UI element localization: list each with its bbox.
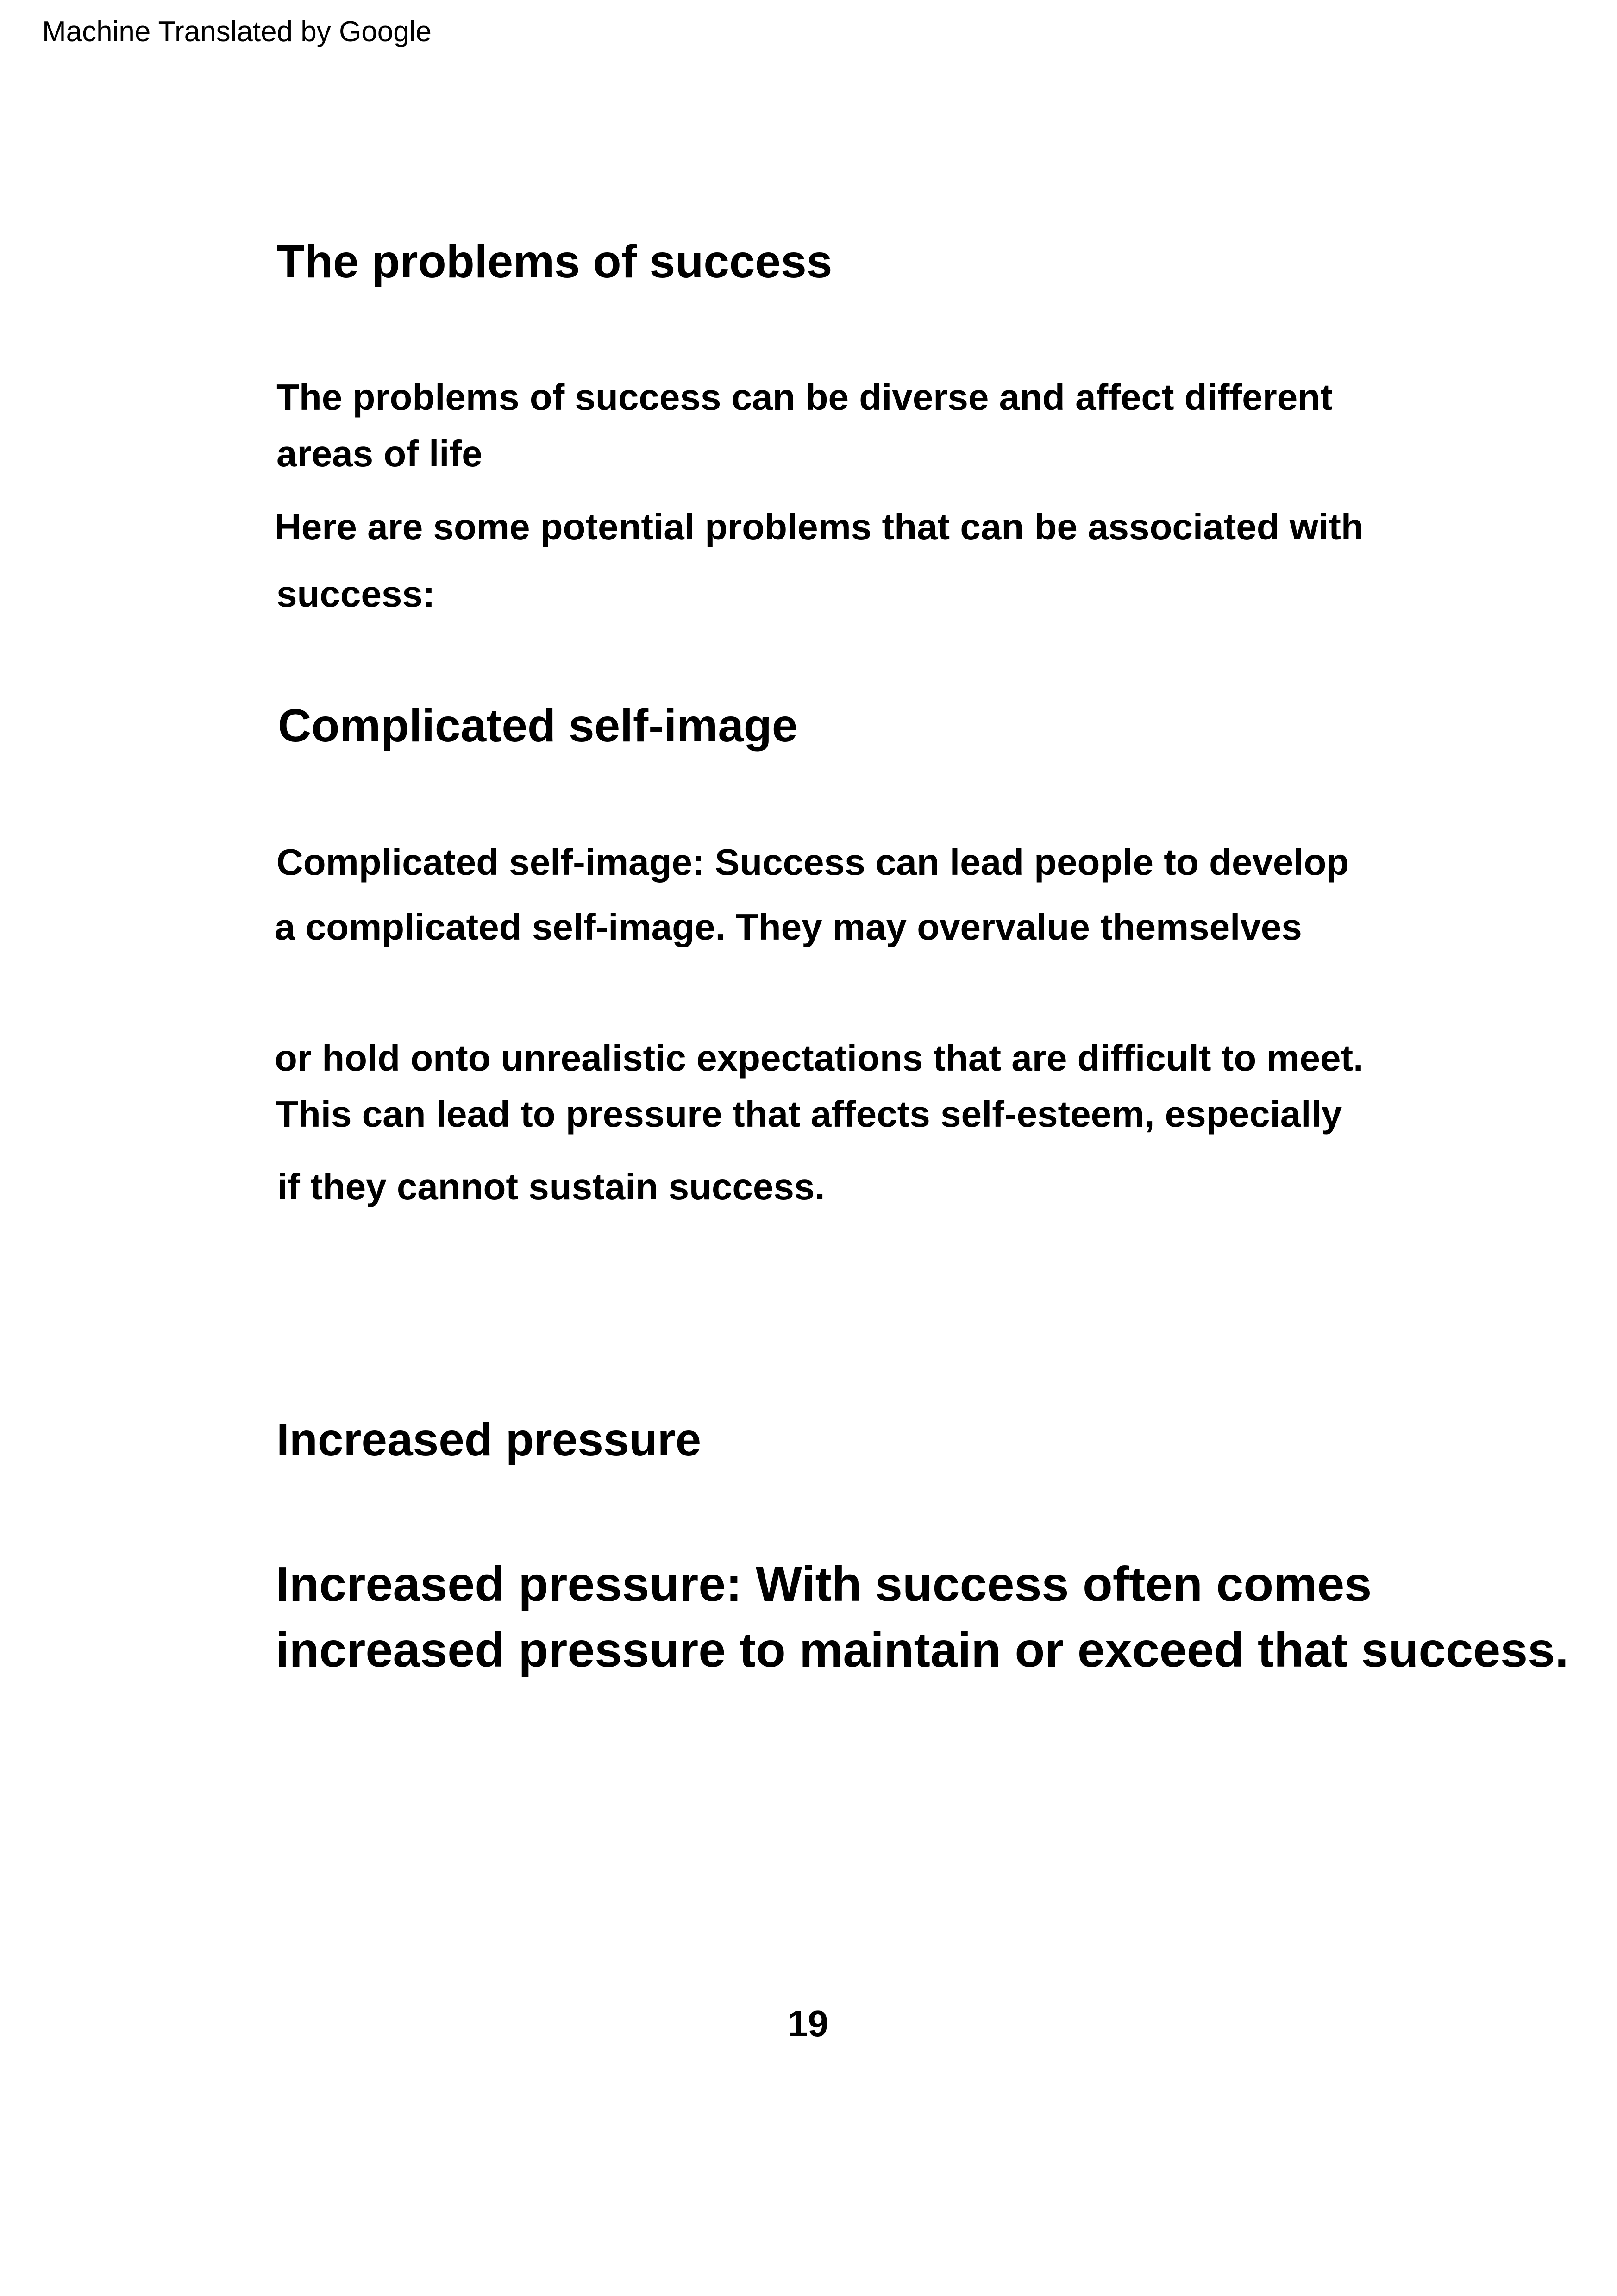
section-heading-self-image: Complicated self-image [278,700,798,752]
self-image-line-3: or hold onto unrealistic expectations that are difficult to meet. [275,1037,1364,1079]
self-image-line-1: Complicated self-image: Success can lead people to develop [276,841,1349,883]
section-heading-pressure: Increased pressure [276,1414,702,1466]
pressure-line-2: increased pressure to maintain or exceed that success. [276,1623,1569,1677]
self-image-line-4: This can lead to pressure that affects self-esteem, especially [276,1093,1342,1135]
page-number: 19 [787,2003,828,2044]
intro-line-2: areas of life [276,433,483,474]
intro-line-3: Here are some potential problems that can be associated with [275,506,1364,547]
intro-line-1: The problems of success can be diverse and affect different [276,376,1333,418]
self-image-line-5: if they cannot sustain success. [277,1166,825,1207]
page-title: The problems of success [276,236,833,288]
translation-note: Machine Translated by Google [42,16,432,48]
pressure-line-1: Increased pressure: With success often comes [276,1557,1372,1612]
intro-line-4: success: [276,573,435,615]
self-image-line-2: a complicated self-image. They may overvalue themselves [275,906,1302,947]
